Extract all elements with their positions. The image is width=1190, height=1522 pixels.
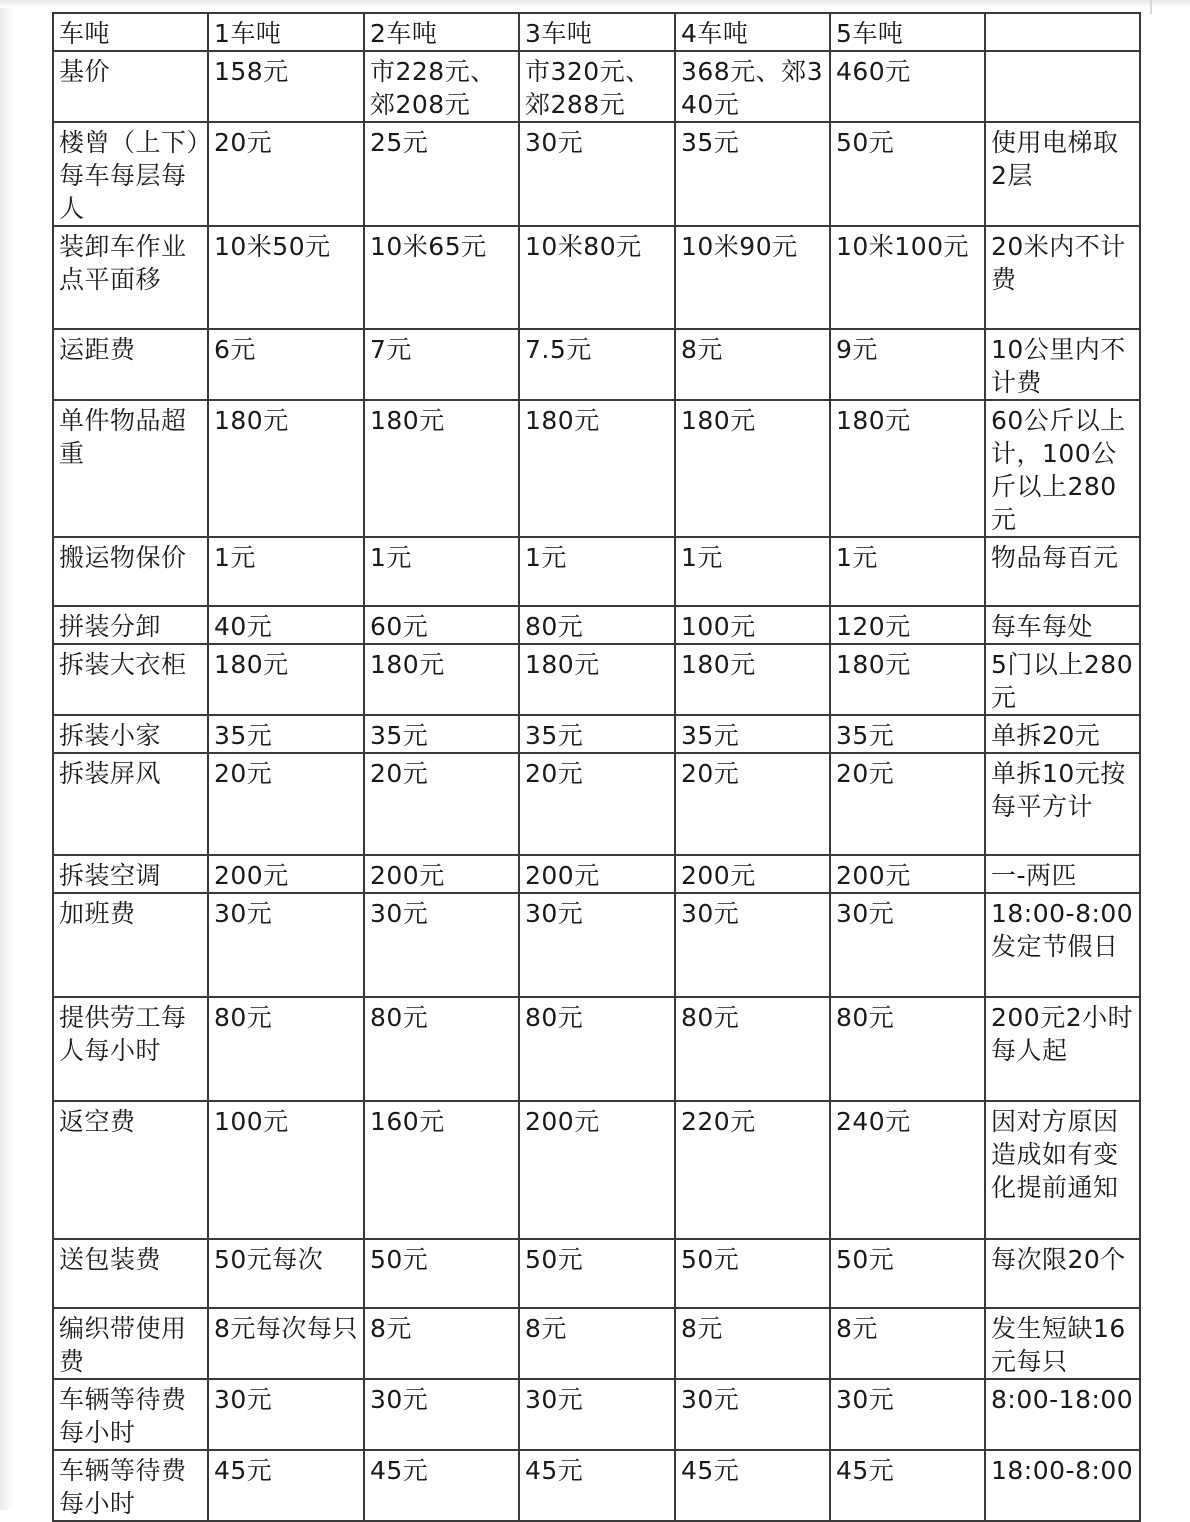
- price-cell: 200元: [675, 855, 830, 893]
- page-shadow-top: [0, 0, 1190, 8]
- note-cell: 60公斤以上计，100公斤以上280元: [985, 400, 1140, 537]
- row-label: 搬运物保价: [53, 537, 208, 606]
- price-cell: 180元: [364, 400, 519, 537]
- row-label: 运距费: [53, 329, 208, 400]
- header-row: [53, 13, 1140, 51]
- price-cell: 30元: [830, 1379, 985, 1450]
- price-cell: 20元: [208, 753, 364, 855]
- price-cell: 6元: [208, 329, 364, 400]
- note-cell: 每车每处: [985, 606, 1140, 644]
- fee-table-body: [53, 13, 1140, 1521]
- row-label: 拆装大衣柜: [53, 644, 208, 715]
- row-label: 单件物品超重: [53, 400, 208, 537]
- row-label: 基价: [53, 51, 208, 122]
- price-cell: 8元: [830, 1308, 985, 1379]
- note-cell: 因对方原因造成如有变化提前通知: [985, 1101, 1140, 1239]
- price-cell: 30元: [208, 1379, 364, 1450]
- table-row: [53, 1308, 1140, 1379]
- price-cell: 7.5元: [519, 329, 675, 400]
- price-cell: 10米50元: [208, 226, 364, 329]
- price-cell: 45元: [208, 1450, 364, 1521]
- price-cell: 45元: [675, 1450, 830, 1521]
- table-row: [53, 997, 1140, 1101]
- row-label: 加班费: [53, 893, 208, 997]
- note-cell: [985, 51, 1140, 122]
- price-cell: 9元: [830, 329, 985, 400]
- note-cell: 18:00-8:00发定节假日: [985, 893, 1140, 997]
- note-cell: 物品每百元: [985, 537, 1140, 606]
- price-cell: 100元: [675, 606, 830, 644]
- price-cell: 8元每次每只: [208, 1308, 364, 1379]
- price-cell: 180元: [830, 644, 985, 715]
- price-cell: 40元: [208, 606, 364, 644]
- table-row: [53, 715, 1140, 753]
- note-cell: 单拆20元: [985, 715, 1140, 753]
- price-cell: 180元: [675, 400, 830, 537]
- price-cell: 1元: [519, 537, 675, 606]
- price-cell: 45元: [830, 1450, 985, 1521]
- note-cell: 18:00-8:00: [985, 1450, 1140, 1521]
- table-row: [53, 855, 1140, 893]
- note-cell: 8:00-18:00: [985, 1379, 1140, 1450]
- row-label: 楼曾（上下）每车每层每人: [53, 122, 208, 226]
- price-cell: 180元: [208, 400, 364, 537]
- row-label: 装卸车作业点平面移: [53, 226, 208, 329]
- price-cell: 35元: [830, 715, 985, 753]
- price-cell: 460元: [830, 51, 985, 122]
- table-row: [53, 122, 1140, 226]
- price-cell: 市320元、郊288元: [519, 51, 675, 122]
- row-label: 拆装小家: [53, 715, 208, 753]
- header-cell: 3车吨: [519, 13, 675, 51]
- price-cell: 60元: [364, 606, 519, 644]
- price-cell: 50元: [830, 122, 985, 226]
- price-cell: 10米65元: [364, 226, 519, 329]
- price-cell: 240元: [830, 1101, 985, 1239]
- page-edge-mark: [1150, 0, 1152, 14]
- price-cell: 180元: [830, 400, 985, 537]
- note-cell: 使用电梯取2层: [985, 122, 1140, 226]
- row-label: 编织带使用费: [53, 1308, 208, 1379]
- table-row: [53, 51, 1140, 122]
- price-cell: 35元: [208, 715, 364, 753]
- price-cell: 220元: [675, 1101, 830, 1239]
- header-cell: [985, 13, 1140, 51]
- price-cell: 10米80元: [519, 226, 675, 329]
- table-row: [53, 537, 1140, 606]
- table-row: [53, 893, 1140, 997]
- price-cell: 20元: [675, 753, 830, 855]
- price-cell: 80元: [519, 606, 675, 644]
- price-cell: 30元: [675, 1379, 830, 1450]
- header-cell: 4车吨: [675, 13, 830, 51]
- page-shadow-left: [0, 0, 14, 1510]
- table-row: [53, 329, 1140, 400]
- price-cell: 市228元、郊208元: [364, 51, 519, 122]
- header-cell: 1车吨: [208, 13, 364, 51]
- price-cell: 30元: [364, 1379, 519, 1450]
- price-cell: 50元: [364, 1239, 519, 1308]
- note-cell: 每次限20个: [985, 1239, 1140, 1308]
- row-label: 拆装屏风: [53, 753, 208, 855]
- price-cell: 158元: [208, 51, 364, 122]
- table-row: [53, 644, 1140, 715]
- row-label: 拆装空调: [53, 855, 208, 893]
- price-cell: 30元: [208, 893, 364, 997]
- price-cell: 200元: [208, 855, 364, 893]
- row-label: 拼装分卸: [53, 606, 208, 644]
- price-cell: 50元: [830, 1239, 985, 1308]
- price-cell: 180元: [519, 644, 675, 715]
- row-label: 车辆等待费每小时: [53, 1379, 208, 1450]
- table-row: [53, 1379, 1140, 1450]
- price-cell: 30元: [519, 122, 675, 226]
- price-cell: 30元: [519, 1379, 675, 1450]
- price-cell: 30元: [830, 893, 985, 997]
- price-cell: 7元: [364, 329, 519, 400]
- header-cell: 5车吨: [830, 13, 985, 51]
- table-row: [53, 226, 1140, 329]
- price-cell: 180元: [519, 400, 675, 537]
- moving-fee-table: [52, 12, 1141, 1522]
- row-label: 返空费: [53, 1101, 208, 1239]
- row-label: 提供劳工每人每小时: [53, 997, 208, 1101]
- price-cell: 35元: [675, 122, 830, 226]
- price-cell: 160元: [364, 1101, 519, 1239]
- price-cell: 1元: [364, 537, 519, 606]
- price-cell: 368元、郊340元: [675, 51, 830, 122]
- price-cell: 35元: [675, 715, 830, 753]
- note-cell: 10公里内不计费: [985, 329, 1140, 400]
- price-cell: 30元: [519, 893, 675, 997]
- price-cell: 25元: [364, 122, 519, 226]
- price-cell: 80元: [830, 997, 985, 1101]
- price-cell: 30元: [364, 893, 519, 997]
- note-cell: 一-两匹: [985, 855, 1140, 893]
- price-cell: 20元: [830, 753, 985, 855]
- price-cell: 80元: [364, 997, 519, 1101]
- header-cell-label: 车吨: [53, 13, 208, 51]
- price-cell: 180元: [208, 644, 364, 715]
- price-cell: 8元: [364, 1308, 519, 1379]
- table-row: [53, 1239, 1140, 1308]
- price-cell: 200元: [519, 1101, 675, 1239]
- price-cell: 1元: [675, 537, 830, 606]
- table-row: [53, 1101, 1140, 1239]
- note-cell: 发生短缺16元每只: [985, 1308, 1140, 1379]
- price-cell: 45元: [364, 1450, 519, 1521]
- price-cell: 1元: [830, 537, 985, 606]
- price-cell: 200元: [519, 855, 675, 893]
- table-row: [53, 753, 1140, 855]
- price-cell: 1元: [208, 537, 364, 606]
- price-cell: 20元: [519, 753, 675, 855]
- price-cell: 8元: [675, 1308, 830, 1379]
- header-cell: 2车吨: [364, 13, 519, 51]
- price-cell: 30元: [675, 893, 830, 997]
- price-cell: 50元: [675, 1239, 830, 1308]
- price-cell: 10米100元: [830, 226, 985, 329]
- price-cell: 200元: [830, 855, 985, 893]
- price-cell: 50元: [519, 1239, 675, 1308]
- note-cell: 5门以上280元: [985, 644, 1140, 715]
- row-label: 送包装费: [53, 1239, 208, 1308]
- price-cell: 100元: [208, 1101, 364, 1239]
- price-cell: 35元: [364, 715, 519, 753]
- price-cell: 45元: [519, 1450, 675, 1521]
- price-cell: 10米90元: [675, 226, 830, 329]
- table-row: [53, 1450, 1140, 1521]
- price-cell: 20元: [208, 122, 364, 226]
- price-cell: 80元: [675, 997, 830, 1101]
- price-cell: 50元每次: [208, 1239, 364, 1308]
- table-row: [53, 606, 1140, 644]
- price-cell: 35元: [519, 715, 675, 753]
- note-cell: 20米内不计费: [985, 226, 1140, 329]
- note-cell: 单拆10元按每平方计: [985, 753, 1140, 855]
- row-label: 车辆等待费每小时: [53, 1450, 208, 1521]
- note-cell: 200元2小时每人起: [985, 997, 1140, 1101]
- price-cell: 180元: [364, 644, 519, 715]
- price-cell: 80元: [519, 997, 675, 1101]
- price-cell: 80元: [208, 997, 364, 1101]
- table-row: [53, 400, 1140, 537]
- price-cell: 8元: [519, 1308, 675, 1379]
- price-cell: 120元: [830, 606, 985, 644]
- price-cell: 8元: [675, 329, 830, 400]
- price-cell: 180元: [675, 644, 830, 715]
- price-cell: 200元: [364, 855, 519, 893]
- price-cell: 20元: [364, 753, 519, 855]
